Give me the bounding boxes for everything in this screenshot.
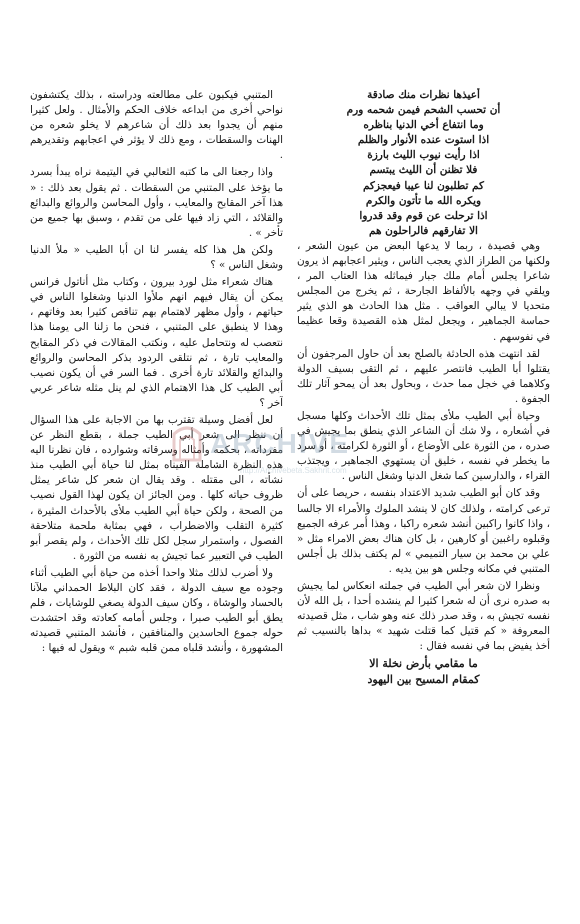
verse-line: فلا تظنن أن الليث يبتسم	[369, 164, 478, 177]
archive-watermark	[170, 420, 410, 490]
verse-line: اذا رأيت نيوب الليث بارزة	[367, 149, 480, 162]
paragraph: لعل أفضل وسيلة تقترب بها من الاجابة على هذا السؤال أن ننظر الى شعر أبي الطيب جملة ، بقطع النظر عن مفرداته ، بحكمه وأمثاله وسرقاته وشوارده ، فان نظرنا اليه هذه النظرة الشاملة الفيناه بمثل لنا حياة أبي الطيب منذ نشأته ، الى مقتله . وقد يقال ان شعر كل شاعر يمثل ظروف حياته كلها . ومن الجائز ان يكون لهذا القول نصيب من الصحة ، ولكن حياة أبي الطيب ملأى بالأحداث المثيرة ، كثيرة التقلب والاضطراب ، فهي بمثابة ملحمة متلاحقة الفصول ، واستمرار سجل لكل تلك الأحداث ، ولم يقصر أبو الطيب في التعبير عما تجيش به نفسه من الثورة .	[30, 413, 283, 562]
verse-line: وما انتفاع أخي الدنيا بناظره	[363, 119, 484, 132]
paragraph: هناك شعراء مثل لورد بيرون ، وكتاب مثل أناتول فرانس يمكن أن يقال فيهم انهم ملأوا الدنيا وشغلوا الناس في حياتهم ، وأول مظهر لاهتمام بهم تناقص كثيرا بعد وفاتهم ، وهذا لا ينطبق على المتنبي ، فنحن ما زلنا الى يومنا هذا نتعصب له ونتحامل عليه ، ونكتب المقالات في ذكر المقابح والمعايب تارة ، ثم نتلقى الردود بذكر المحاسن والروائع والبدائع والقلائد تارة أخرى . فما السر في أن يكون نصيب أبي الطيب كل هذا الاهتمام الذي لم ينل مثله شاعر عربي آخر ؟	[30, 276, 283, 409]
paragraph: واذا رجعنا الى ما كتبه الثعالبي في اليتيمة نراه يبدأ بسرد ما يؤخذ على المتنبي من السقطات . ثم يقول بعد ذلك : « هذا آخر المقابح والمعايب ، وأول المحاسن والروائع والبدائع والقلائد ، التي زاد فيها على من تقدم ، وسبق بها جميع من تأخر » .	[30, 166, 283, 239]
paragraph: لقد انتهت هذه الحادثة بالصلح بعد أن حاول المرجفون أن يقتلوا أبا الطيب فانتصر عليهم ، ثم التقى بسيف الدولة وكلاهما في خجل مما حدث ، وبحاول بعد أن يمحو آثار تلك الجفوة .	[297, 347, 550, 405]
verse-line: اذا ترحلت عن قوم وقد قدروا	[359, 209, 488, 222]
paragraph: ولكن هل هذا كله يفسر لنا ان أبا الطيب « ملأ الدنيا وشغل الناس » ؟	[30, 243, 283, 272]
poem-top	[297, 88, 550, 239]
archive-logo-icon	[170, 424, 204, 464]
watermark-text: ARCHIVE	[210, 428, 351, 459]
paragraph: المتنبي فيكبون على مطالعته ودراسته ، بذلك يكتشفون نواحي أخرى من ابداعه خلاف الحكم والأمثال . ولعل كثيرا منهم أن يجدوا بعد ذلك أن شاعرهم لا يخلو شعره من الهنات والسقطات ، ومع ذلك لا يؤثر في اعجابهم وتقديرهم .	[30, 89, 283, 162]
verse-line: كم تطلبون لنا عيبا فيعجزكم	[362, 179, 485, 192]
paragraph: وقد كان أبو الطيب شديد الاعتداد بنفسه ، حريصا على أن ترعى كرامته ، ولذلك كان لا ينشد الملوك والأمراء الا جالسا ، واذا كانوا راكبين أنشد شعره راكبا ، وهذا أمر عرفه الجميع وقبلوه راغبين أو كارهين ، بل كان هناك بعض الامراء مثل « علي بن محمد بن سيار التميمي » لم يكتف بذلك بل أجلس المتنبي في مكانه وجلس هو بين يديه .	[297, 487, 550, 575]
verse-line: أن تحسب الشحم فيمن شحمه ورم	[346, 104, 501, 117]
paragraph: ونظرا لان شعر أبي الطيب في جملته انعكاس لما يجيش به صدره نرى أن له شعرا كثيرا لم ينشده أحدا ، بل الله لأن نفسه تجيش به ، وقد صدر ذلك عنه وهو شاب ، مثل قصيدته المعروفة « كم قتيل كما قتلت شهيد » بداها بالنسيب ثم أخذ يفيض بما في نفسه فقال :	[297, 580, 550, 653]
poem-bottom	[297, 656, 550, 688]
verse-line: ويكره الله ما تأتون والكرم	[365, 194, 482, 207]
verse-line: اذا استوت عنده الأنوار والظلم	[357, 134, 490, 147]
paragraph: ولا أضرب لذلك مثلا واحدا أخذه من حياة أبي الطيب أثناء وجوده مع سيف الدولة ، فقد كان البلاط الحمداني ملآنا بالحساد والوشاة ، وكان سيف الدولة يصغي للوشايات ، فلم يطق أبو الطيب صبرا ، وجلس أمامه كعادته وقد احتشدت حوله جموع الحاسدين والمنافقين ، فأنشد المتنبي قصيدته المشهورة ، وأنشد قلباه ممن قلبه شبم » ويقول له فيها :	[30, 566, 283, 655]
watermark-url: http://Archivebeta.Sakhrit.com	[240, 466, 347, 475]
paragraph: وحياة أبي الطيب ملأى بمثل تلك الأحداث وكلها مسجل في أشعاره ، ولا شك أن الشاعر الذي ينطق بما يجيش في صدره ، من الثورة على الأوضاع ، أو الثورة لكرامته ، أو سرد ما يخطر في نفسه ، خليق أن يستهوي الجماهير ، ويجتذب القراء ، والدارسين كما شغل الدنيا وشغل الناس .	[297, 409, 550, 483]
verse-line: ما مقامي بأرض نخلة الا	[369, 657, 478, 671]
verse-line: الا تفارقهم فالراحلون هم	[369, 224, 478, 237]
paragraph: وهي قصيدة ، ربما لا يدعها البعض من عيون الشعر ، ولكنها من الطراز الذي يعجب الناس ، ويثير اعجابهم اذ يرون شاعرا يجلس أمام ملك جبار فيماثله هذا العتاب المر ، ويلقي في وجهه بالألفاظ الجارحة ، ثم يخرج من المجلس متحديا لا يبالي العواقب . مثل هذا الحادث هو الذي يثير حماسة الجماهير ، ويجعل لمثل هذه القصيدة وقعا عظيما في نفوسهم .	[297, 239, 550, 343]
verse-line: كمقام المسيح بين اليهود	[367, 673, 480, 687]
verse-line: أعيذها نظرات منك صادقة	[367, 89, 480, 101]
